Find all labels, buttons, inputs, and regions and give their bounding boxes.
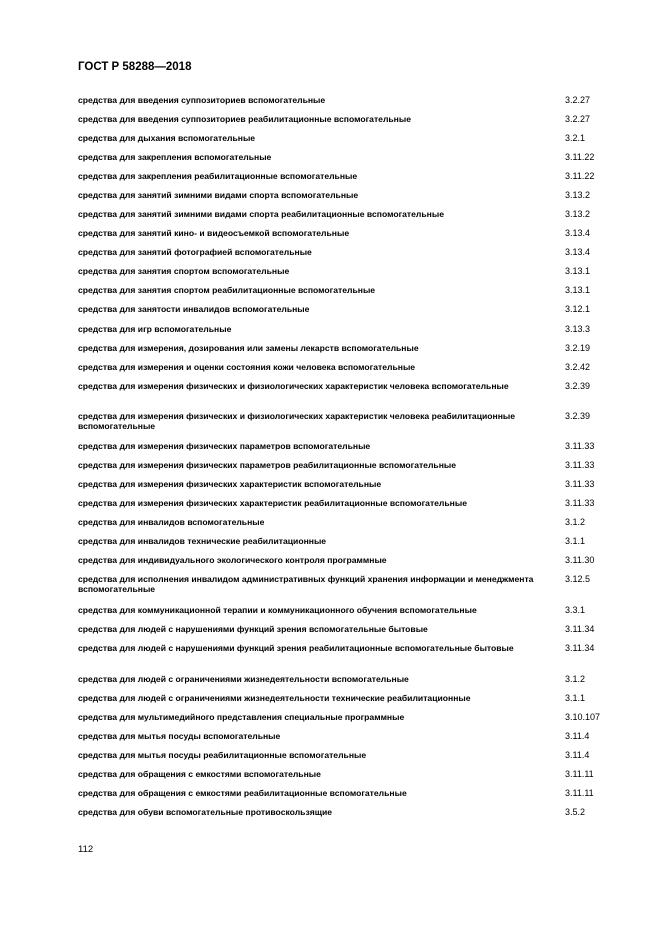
index-entry-ref: 3.11.30 (565, 555, 595, 565)
index-entry-ref: 3.11.34 (565, 624, 595, 634)
index-entry-term: средства для людей с ограничениями жизнедеятельности технические реабилитационные (78, 693, 471, 703)
document-header: ГОСТ Р 58288—2018 (78, 61, 192, 73)
index-entry (78, 731, 618, 741)
index-entry-ref: 3.11.33 (565, 479, 595, 489)
index-entry (78, 247, 618, 257)
index-entry-term: средства для введения суппозиториев вспомогательные (78, 95, 326, 105)
index-entry-ref: 3.1.2 (565, 674, 586, 684)
index-entry (78, 574, 618, 594)
index-entry-term: средства для мытья посуды реабилитационные вспомогательные (78, 750, 367, 760)
index-entry (78, 460, 618, 470)
index-entry-ref: 3.10.107 (565, 712, 601, 722)
index-entry-term: средства для инвалидов вспомогательные (78, 517, 265, 527)
index-entry (78, 788, 618, 798)
index-entry-ref: 3.5.2 (565, 807, 586, 817)
index-entry-term: средства для людей с ограничениями жизнедеятельности вспомогательные (78, 674, 409, 684)
index-entry-term: средства для занятости инвалидов вспомогательные (78, 304, 310, 314)
index-entry-term: средства для мультимедийного представления специальные программные (78, 712, 405, 722)
index-entry-ref: 3.2.1 (565, 133, 586, 143)
index-entry-term: средства для исполнения инвалидом административных функций хранения информации и менеджмента вспомогательные (78, 574, 534, 594)
index-entry (78, 750, 618, 760)
index-entry-ref: 3.2.39 (565, 381, 591, 391)
index-entry-ref: 3.13.4 (565, 228, 591, 238)
index-entry-ref: 3.2.42 (565, 362, 591, 372)
index-entry-term: средства для измерения и оценки состояния кожи человека вспомогательные (78, 362, 416, 372)
index-entry-ref: 3.12.5 (565, 574, 591, 584)
index-entry-term: средства для закрепления реабилитационные вспомогательные (78, 171, 358, 181)
index-entry-ref: 3.3.1 (565, 605, 586, 615)
index-entry (78, 643, 618, 663)
index-entry (78, 712, 618, 722)
index-entry-ref: 3.2.27 (565, 114, 591, 124)
index-entry (78, 674, 618, 684)
index-entry (78, 807, 618, 817)
index-entry-ref: 3.1.1 (565, 693, 586, 703)
index-entry-term: средства для дыхания вспомогательные (78, 133, 256, 143)
index-entry-ref: 3.11.33 (565, 441, 595, 451)
index-entry-ref: 3.2.27 (565, 95, 591, 105)
index-entry-term: средства для людей с нарушениями функций зрения вспомогательные бытовые (78, 624, 428, 634)
index-entry-term: средства для игр вспомогательные (78, 324, 232, 334)
index-entry-ref: 3.11.4 (565, 750, 590, 760)
index-entry-ref: 3.13.1 (565, 266, 591, 276)
index-entry-term: средства для людей с нарушениями функций зрения реабилитационные вспомогательные бытовые (78, 643, 514, 653)
index-entry-ref: 3.11.22 (565, 171, 595, 181)
index-entry (78, 324, 618, 334)
index-entry (78, 171, 618, 181)
index-entry (78, 536, 618, 546)
index-entry-term: средства для мытья посуды вспомогательные (78, 731, 281, 741)
index-entry-ref: 3.13.2 (565, 190, 591, 200)
index-entry-ref: 3.2.39 (565, 411, 591, 421)
index-entry-ref: 3.11.22 (565, 152, 595, 162)
index-entry-ref: 3.11.34 (565, 643, 595, 653)
index-entry (78, 209, 618, 219)
index-entry (78, 769, 618, 779)
index-entry-ref: 3.11.4 (565, 731, 590, 741)
index-entry (78, 498, 618, 508)
index-entry-term: средства для обуви вспомогательные противоскользящие (78, 807, 333, 817)
index-entry-term: средства для занятий зимними видами спорта вспомогательные (78, 190, 359, 200)
index-entry-term: средства для измерения физических характеристик вспомогательные (78, 479, 382, 489)
index-entry-term: средства для занятия спортом вспомогательные (78, 266, 290, 276)
index-entry-term: средства для измерения физических параметров вспомогательные (78, 441, 371, 451)
index-entry-ref: 3.12.1 (565, 304, 591, 314)
index-entry-term: средства для обращения с емкостями вспомогательные (78, 769, 321, 779)
index-entry (78, 517, 618, 527)
index-entry-ref: 3.11.11 (565, 769, 594, 779)
index-entry-term: средства для измерения физических и физиологических характеристик человека реабилитационные вспомогательные (78, 411, 516, 431)
index-entry-term: средства для закрепления вспомогательные (78, 152, 272, 162)
index-entry-term: средства для занятий кино- и видеосъемкой вспомогательные (78, 228, 350, 238)
index-entry (78, 343, 618, 353)
index-entry (78, 381, 618, 401)
index-entry-ref: 3.1.1 (565, 536, 586, 546)
index-entry-ref: 3.11.33 (565, 460, 595, 470)
index-entry-term: средства для измерения, дозирования или замены лекарств вспомогательные (78, 343, 419, 353)
index-entry-term: средства для измерения физических параметров реабилитационные вспомогательные (78, 460, 457, 470)
index-entry-ref: 3.11.33 (565, 498, 595, 508)
index-entry (78, 555, 618, 565)
index-entry-ref: 3.13.3 (565, 324, 591, 334)
index-entry (78, 693, 618, 703)
index-entry-term: средства для коммуникационной терапии и коммуникационного обучения вспомогательные (78, 605, 477, 615)
index-entry-term: средства для занятия спортом реабилитационные вспомогательные (78, 285, 376, 295)
index-entry (78, 362, 618, 372)
index-entry (78, 95, 618, 105)
index-entry (78, 114, 618, 124)
index-entry-term: средства для введения суппозиториев реабилитационные вспомогательные (78, 114, 411, 124)
index-entry (78, 152, 618, 162)
index-entry-term: средства для измерения физических и физиологических характеристик человека вспомогательные (78, 381, 509, 391)
index-entry (78, 441, 618, 451)
index-entry-ref: 3.11.11 (565, 788, 594, 798)
index-entry-ref: 3.13.4 (565, 247, 591, 257)
index-entry-ref: 3.13.1 (565, 285, 591, 295)
index-entry-term: средства для занятий зимними видами спорта реабилитационные вспомогательные (78, 209, 444, 219)
index-entry (78, 266, 618, 276)
index-entry (78, 624, 618, 634)
index-entry (78, 479, 618, 489)
index-entry-ref: 3.2.19 (565, 343, 591, 353)
index-entry (78, 411, 618, 431)
index-entry-ref: 3.1.2 (565, 517, 586, 527)
index-entry-term: средства для индивидуального экологического контроля программные (78, 555, 387, 565)
index-entry (78, 190, 618, 200)
index-entry-term: средства для инвалидов технические реабилитационные (78, 536, 327, 546)
page-number: 112 (78, 844, 94, 855)
index-entry (78, 228, 618, 238)
index-entry-term: средства для измерения физических характеристик реабилитационные вспомогательные (78, 498, 467, 508)
index-entry-term: средства для обращения с емкостями реабилитационные вспомогательные (78, 788, 407, 798)
index-entry-ref: 3.13.2 (565, 209, 591, 219)
index-entry (78, 605, 618, 615)
index-entry-term: средства для занятий фотографией вспомогательные (78, 247, 312, 257)
index-entry (78, 285, 618, 295)
index-entry (78, 133, 618, 143)
index-entry (78, 304, 618, 314)
